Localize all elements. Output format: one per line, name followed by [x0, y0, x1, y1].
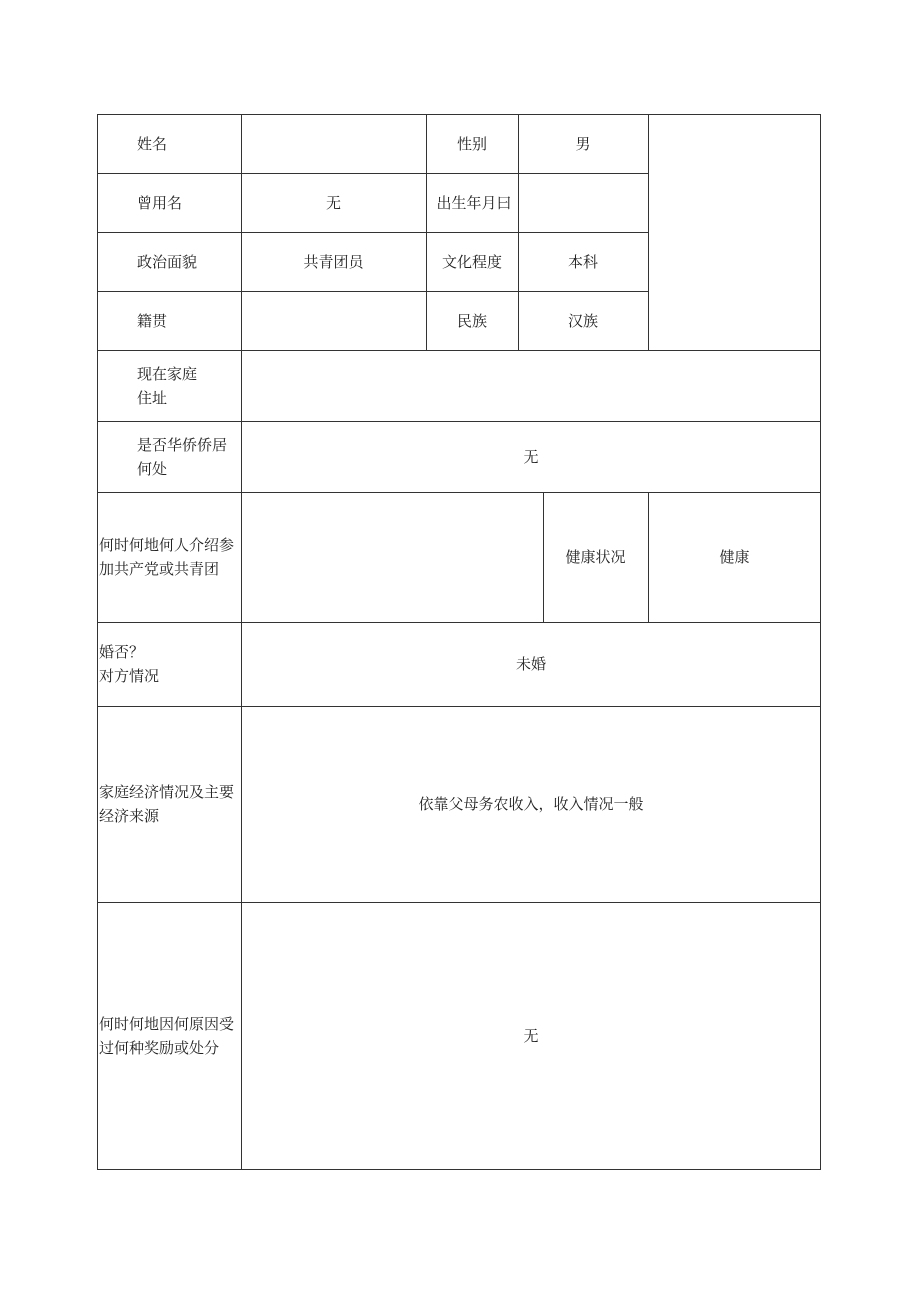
marriage-value: [241, 622, 821, 706]
marriage-label-line1: 婚否？: [99, 643, 145, 661]
political-label-text: 政治面貌: [137, 252, 198, 271]
photo-box: [648, 114, 821, 350]
name-label: [97, 114, 241, 173]
grid-line: [97, 706, 821, 707]
political-value: [241, 232, 426, 291]
name-label-text: 姓名: [137, 134, 168, 153]
marriage-label: [97, 622, 241, 706]
grid-line: [97, 350, 821, 351]
overseas-label-line1: 是否华侨侨居: [137, 435, 228, 454]
education-label-text: 文化程度: [441, 252, 502, 271]
economy-label-line1: 家庭经济情况及主要: [99, 783, 235, 801]
party-label: [97, 492, 241, 622]
overseas-value: [241, 421, 821, 492]
grid-line: [97, 902, 821, 903]
grid-line: [820, 114, 821, 1170]
grid-line: [97, 173, 648, 174]
grid-line: [543, 492, 544, 622]
grid-line: [97, 114, 821, 115]
economy-label-lines: [99, 780, 234, 828]
address-label-line1: 现在家庭: [137, 364, 198, 383]
former-name-label-text: 曾用名: [137, 193, 183, 212]
grid-line: [648, 114, 649, 350]
native-place-value: [241, 291, 426, 350]
former-name-value-text: 无: [325, 193, 341, 212]
overseas-label-line2: 何处: [137, 459, 168, 478]
economy-label-line2: 经济来源: [99, 807, 160, 825]
birth-value: [518, 173, 648, 232]
address-value: [241, 350, 821, 421]
address-label-lines: [137, 362, 197, 410]
former-name-value: [241, 173, 426, 232]
economy-label: [97, 706, 241, 902]
native-place-label: [97, 291, 241, 350]
education-value-text: 本科: [567, 252, 598, 271]
grid-line: [426, 114, 427, 350]
gender-label-text: 性别: [456, 134, 487, 153]
ethnicity-value: [518, 291, 648, 350]
grid-line: [648, 492, 649, 622]
native-place-label-text: 籍贯: [137, 311, 168, 330]
address-label-line2: 住址: [137, 388, 168, 407]
grid-line: [97, 232, 648, 233]
former-name-label: [97, 173, 241, 232]
grid-line: [97, 291, 648, 292]
party-label-line2: 加共产党或共青团: [99, 560, 220, 578]
birth-label: [426, 173, 518, 232]
marriage-label-line2: 对方情况: [99, 667, 160, 685]
grid-line: [97, 622, 821, 623]
grid-line: [97, 114, 98, 1170]
ethnicity-value-text: 汉族: [567, 311, 598, 330]
political-label: [97, 232, 241, 291]
economy-value-text: 依靠父母务农收入，收入情况一般: [418, 795, 644, 813]
marriage-label-lines: [99, 640, 159, 688]
grid-line: [97, 492, 821, 493]
political-value-text: 共青团员: [303, 252, 364, 271]
gender-value: [518, 114, 648, 173]
health-value-text: 健康: [719, 548, 750, 566]
education-value: [518, 232, 648, 291]
gender-label: [426, 114, 518, 173]
overseas-value-text: 无: [523, 447, 539, 466]
birth-label-text: 出生年月曰: [436, 193, 512, 212]
awards-label-line1: 何时何地因何原因受: [99, 1015, 235, 1033]
health-label-text: 健康状况: [565, 548, 626, 566]
education-label: [426, 232, 518, 291]
awards-label-lines: [99, 1012, 234, 1060]
address-label: [97, 350, 241, 421]
grid-line: [241, 114, 242, 1170]
grid-line: [97, 421, 821, 422]
gender-value-text: 男: [575, 134, 591, 153]
overseas-label-lines: [137, 433, 227, 481]
party-value: [241, 492, 543, 622]
name-value: [241, 114, 426, 173]
health-value: [648, 492, 821, 622]
awards-value: [241, 902, 821, 1170]
grid-line: [97, 1169, 821, 1170]
ethnicity-label: [426, 291, 518, 350]
economy-value: [241, 706, 821, 902]
party-label-lines: [99, 533, 234, 581]
ethnicity-label-text: 民族: [456, 311, 487, 330]
party-label-line1: 何时何地何人介绍参: [99, 536, 235, 554]
overseas-label: [97, 421, 241, 492]
awards-value-text: 无: [523, 1027, 539, 1045]
grid-line: [518, 114, 519, 350]
awards-label-line2: 过何种奖励或处分: [99, 1039, 220, 1057]
awards-label: [97, 902, 241, 1170]
health-label: [543, 492, 648, 622]
marriage-value-text: 未婚: [515, 655, 546, 673]
